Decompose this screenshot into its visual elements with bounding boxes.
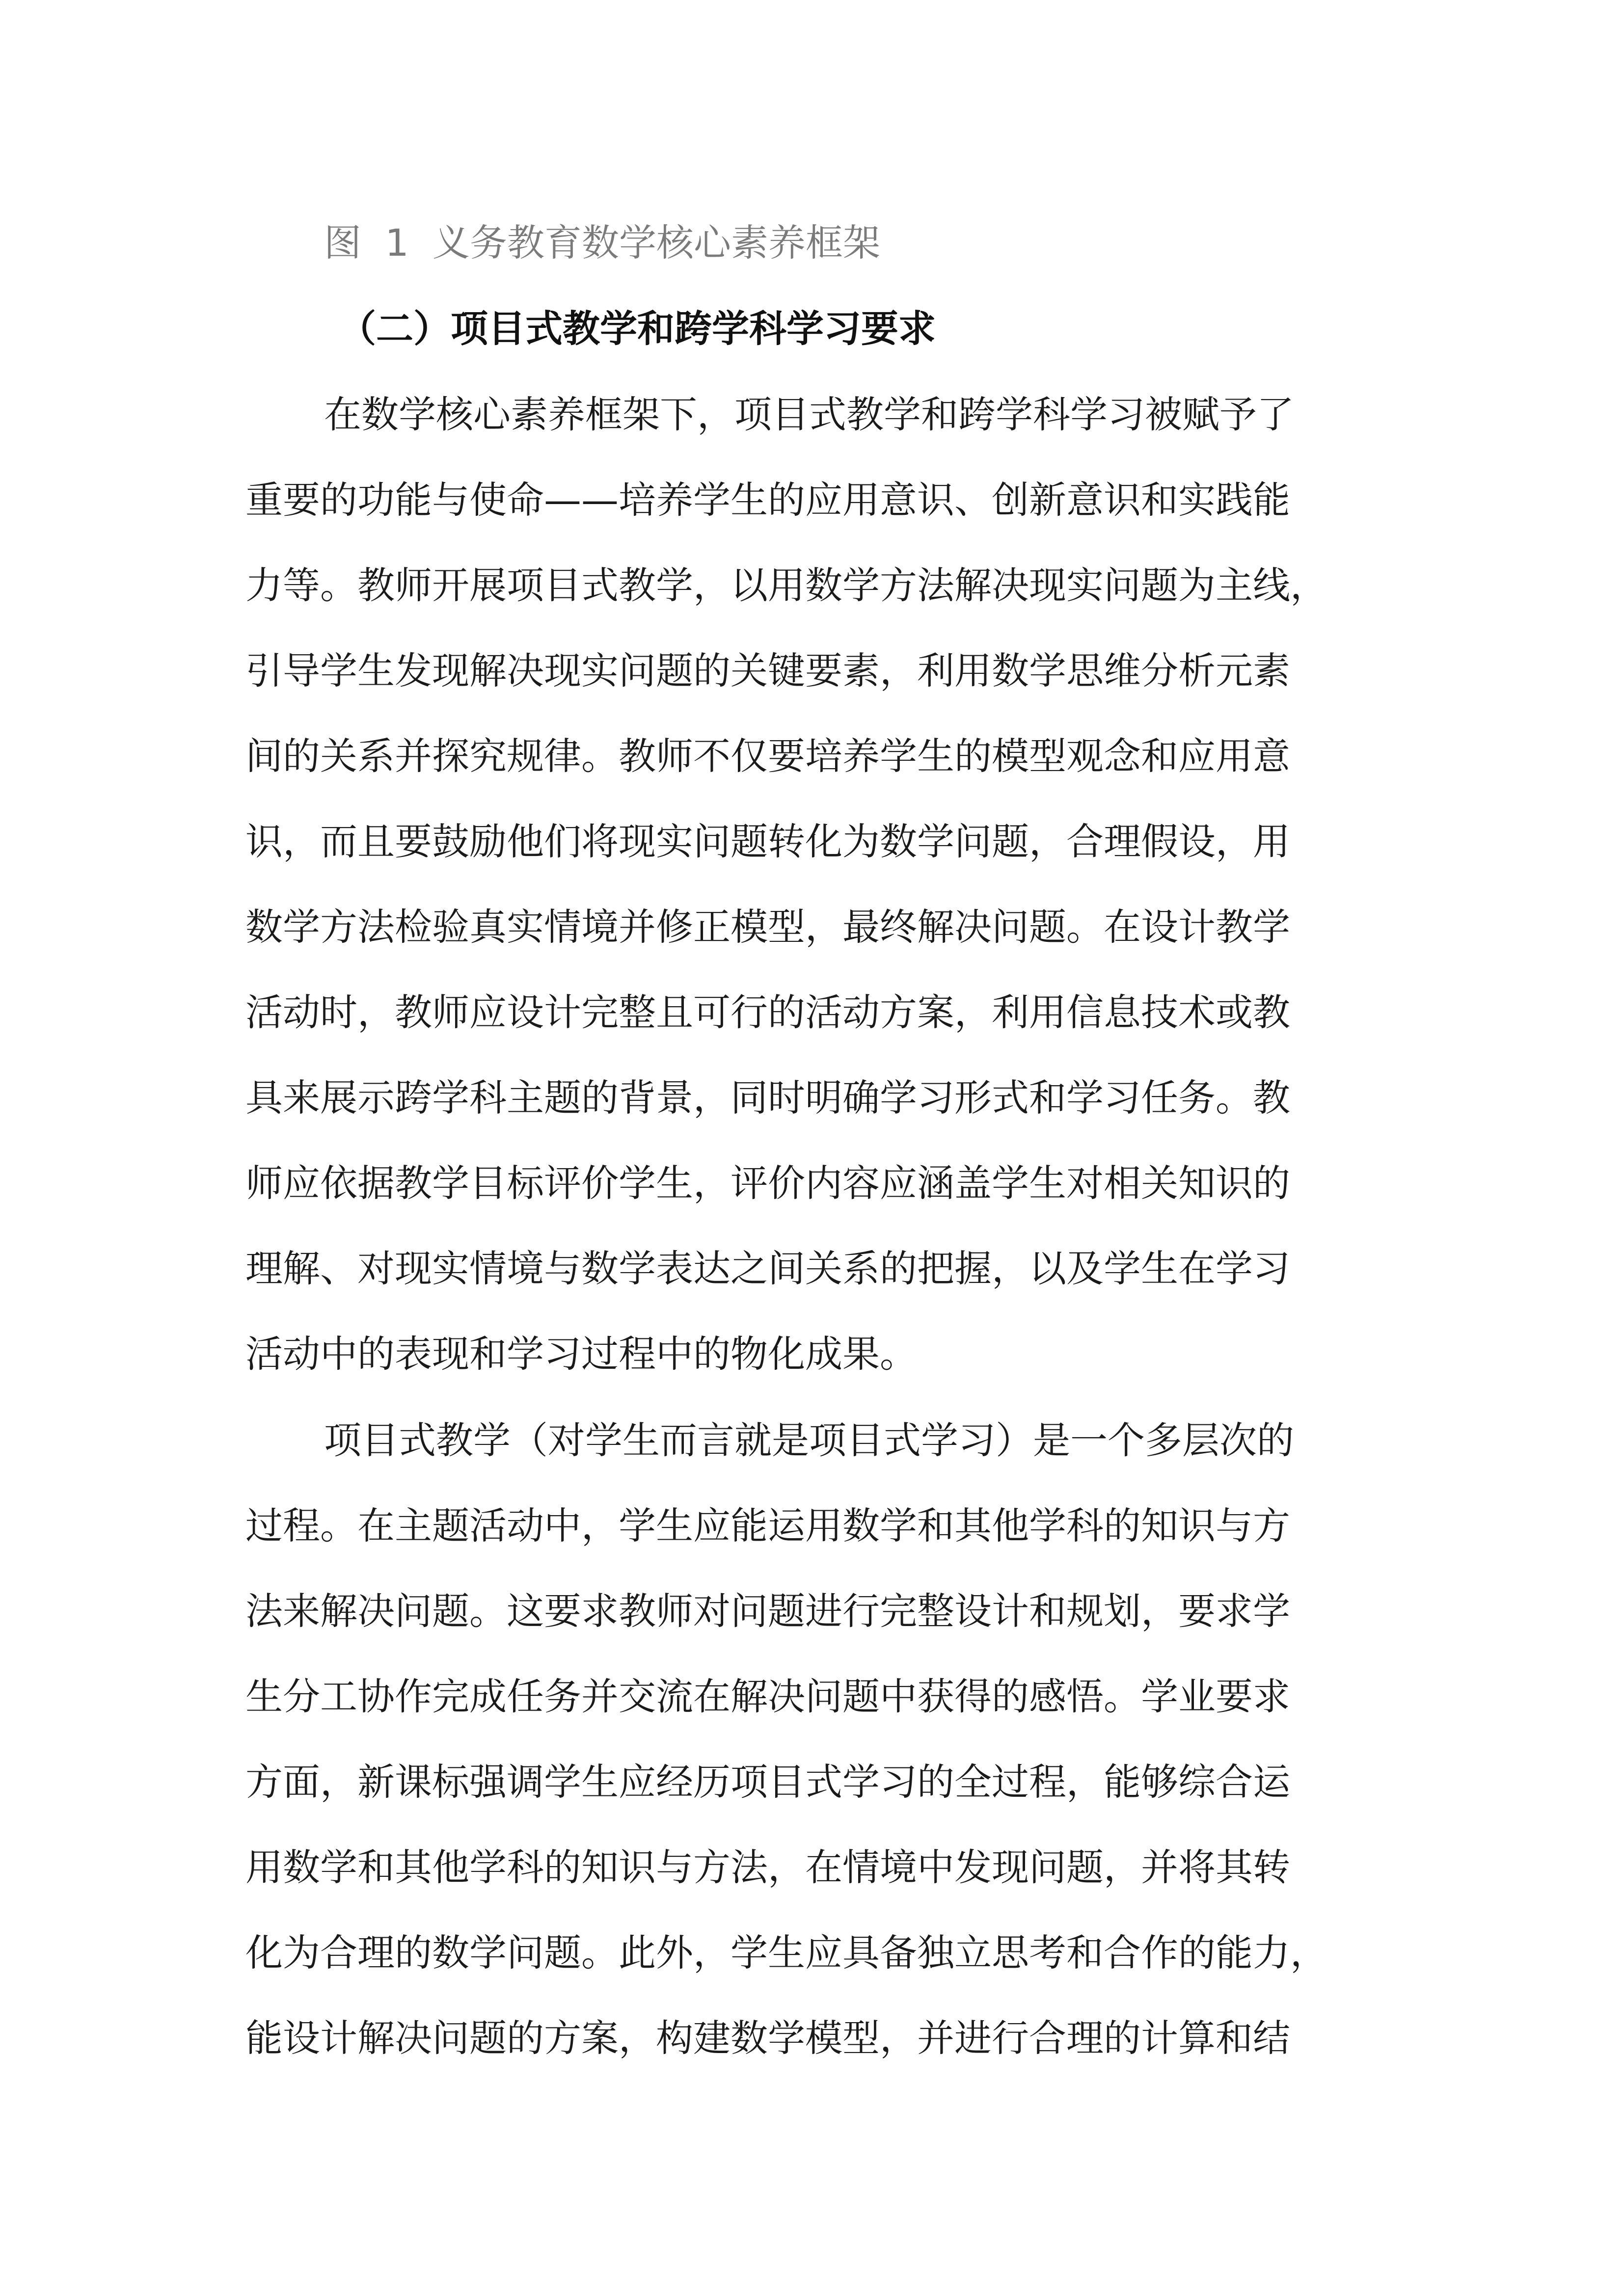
paragraph-line: 活动时，教师应设计完整且可行的活动方案，利用信息技术或教 xyxy=(245,990,1290,1034)
paragraph-line: 重要的功能与使命——培养学生的应用意识、创新意识和实践能 xyxy=(245,478,1290,522)
paragraph-line: 数学方法检验真实情境并修正模型，最终解决问题。在设计教学 xyxy=(245,905,1290,949)
paragraph-line: 用数学和其他学科的知识与方法，在情境中发现问题，并将其转 xyxy=(245,1845,1290,1889)
paragraph-line: 方面，新课标强调学生应经历项目式学习的全过程，能够综合运 xyxy=(245,1760,1290,1804)
paragraph-line: 间的关系并探究规律。教师不仅要培养学生的模型观念和应用意 xyxy=(245,734,1290,778)
paragraph-line: 理解、对现实情境与数学表达之间关系的把握，以及学生在学习 xyxy=(245,1247,1290,1290)
paragraph-line: 识，而且要鼓励他们将现实问题转化为数学问题，合理假设，用 xyxy=(245,820,1290,863)
paragraph-line: 化为合理的数学问题。此外，学生应具备独立思考和合作的能力， xyxy=(245,1931,1327,1975)
paragraph-line: 在数学核心素养框架下，项目式教学和跨学科学习被赋予了 xyxy=(324,393,1294,436)
paragraph-line: 具来展示跨学科主题的背景，同时明确学习形式和学习任务。教 xyxy=(245,1076,1290,1120)
paragraph-line: 活动中的表现和学习过程中的物化成果。 xyxy=(245,1332,917,1376)
paragraph-line: 生分工协作完成任务并交流在解决问题中获得的感悟。学业要求 xyxy=(245,1675,1290,1718)
paragraph-line: 过程。在主题活动中，学生应能运用数学和其他学科的知识与方 xyxy=(245,1504,1290,1548)
paragraph-line: 力等。教师开展项目式教学，以用数学方法解决现实问题为主线， xyxy=(245,563,1327,607)
paragraph-line: 引导学生发现解决现实问题的关键要素，利用数学思维分析元素 xyxy=(245,649,1290,693)
paragraph-line: 法来解决问题。这要求教师对问题进行完整设计和规划，要求学 xyxy=(245,1589,1290,1633)
paragraph-line: 项目式教学（对学生而言就是项目式学习）是一个多层次的 xyxy=(324,1418,1294,1462)
figure-caption: 图 1 义务教育数学核心素养框架 xyxy=(324,221,880,265)
paragraph-line: 能设计解决问题的方案，构建数学模型，并进行合理的计算和结 xyxy=(245,2016,1290,2060)
section-heading: （二）项目式教学和跨学科学习要求 xyxy=(339,307,936,350)
paragraph-line: 师应依据教学目标评价学生，评价内容应涵盖学生对相关知识的 xyxy=(245,1161,1290,1205)
